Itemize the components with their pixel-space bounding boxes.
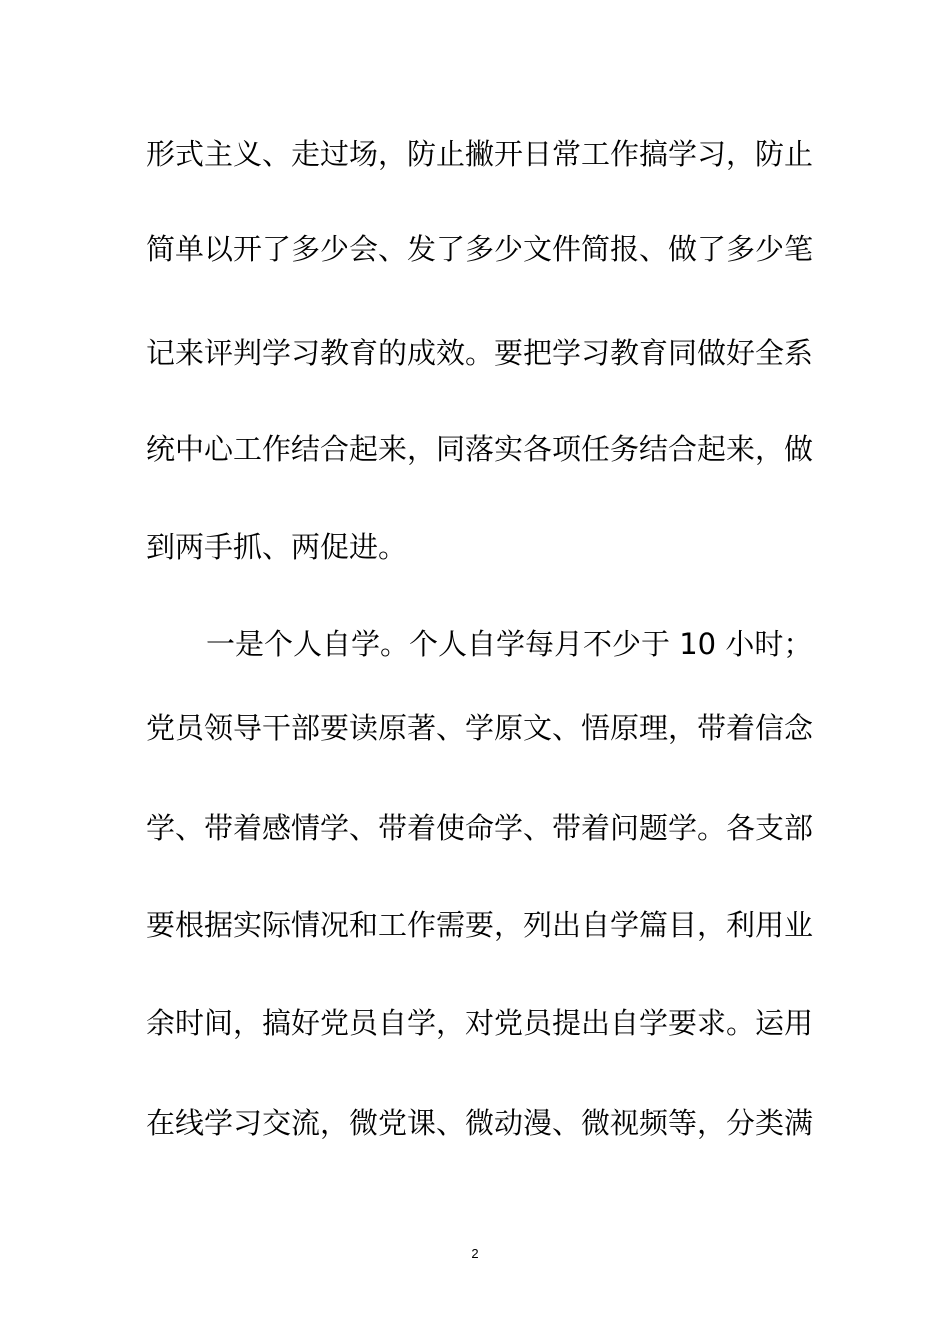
page-number: 2	[471, 1246, 479, 1261]
paragraph-line: 余时间，搞好党员自学，对党员提出自学要求。运用	[146, 1006, 814, 1040]
paragraph-line: 记来评判学习教育的成效。要把学习教育同做好全系	[146, 336, 814, 370]
paragraph-line: 一是个人自学。个人自学每月不少于 10 小时；	[206, 627, 813, 661]
paragraph-line: 到两手抓、两促进。	[146, 530, 408, 564]
paragraph-line: 形式主义、走过场，防止撇开日常工作搞学习，防止	[146, 137, 814, 171]
paragraph-line: 简单以开了多少会、发了多少文件简报、做了多少笔	[146, 232, 814, 266]
paragraph-line: 要根据实际情况和工作需要，列出自学篇目，利用业	[146, 908, 814, 942]
paragraph-line: 统中心工作结合起来，同落实各项任务结合起来，做	[146, 432, 814, 466]
paragraph-line: 学、带着感情学、带着使命学、带着问题学。各支部	[146, 811, 814, 845]
paragraph-line: 在线学习交流，微党课、微动漫、微视频等，分类满	[146, 1106, 814, 1140]
paragraph-line: 党员领导干部要读原著、学原文、悟原理，带着信念	[146, 711, 814, 745]
